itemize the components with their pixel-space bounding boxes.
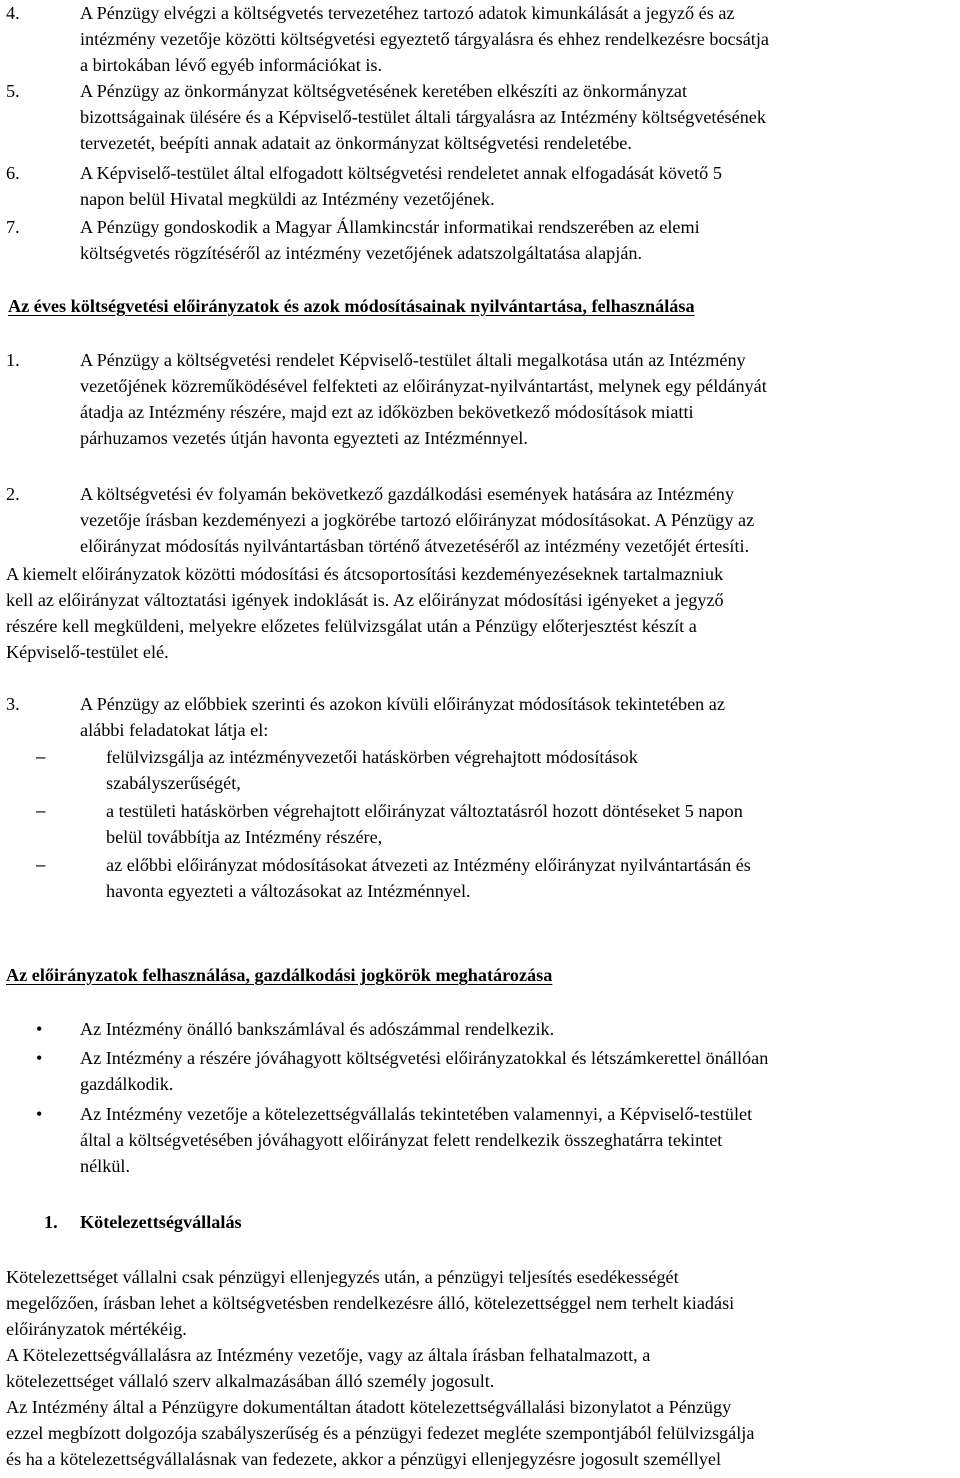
list-item-7 (0, 214, 700, 266)
list-item-6 (0, 160, 722, 212)
text-line: belül továbbítja az Intézmény részére, (106, 827, 383, 847)
paragraph-bizonylat-felulvizsgalat (0, 1394, 754, 1472)
text-line: tervezetét, beépíti annak adatait az önkormányzat költségvetési rendeletébe. (80, 133, 632, 153)
list-item-5 (0, 78, 766, 156)
text-line: A Pénzügy elvégzi a költségvetés tervezetéhez tartozó adatok kimunkálását a jegyző és az (80, 3, 735, 23)
text-line: ezzel megbízott dolgozója szabályszerűség és a pénzügyi fedezet megléte szempontjából felülvizsgálja (6, 1423, 755, 1443)
text-line: Képviselő-testület elé. (6, 642, 169, 662)
eloiranyzat-item-2 (0, 481, 754, 559)
item-number: 3. (6, 694, 20, 714)
text-line: vezetőjének közreműködésével felfekteti az előirányzat-nyilvántartást, melynek egy példányát (80, 376, 767, 396)
text-line: Az Intézmény önálló bankszámlával és adószámmal rendelkezik. (80, 1019, 555, 1039)
eloiranyzat-item-1 (0, 347, 767, 451)
text-line: Az Intézmény által a Pénzügyre dokumentáltan átadott kötelezettségvállalási bizonylatot a Pénzügy (6, 1397, 732, 1417)
text-line: A Pénzügy a költségvetési rendelet Képviselő-testület általi megalkotása után az Intézmény (80, 350, 746, 370)
dash-marker: – (36, 747, 46, 766)
paragraph-kotelezettsegvallalasra (0, 1342, 650, 1394)
section-heading-gazdalkodasi-jogkorok: Az előirányzatok felhasználása, gazdálkodási jogkörök meghatározása (6, 965, 553, 985)
text-line: átadja az Intézmény részére, majd ezt az időközben bekövetkező módosítások miatti (80, 402, 694, 422)
item-number: 1. (6, 350, 20, 370)
paragraph-kiemelt-eloiranyzatok (0, 561, 724, 665)
text-line: A Pénzügy gondoskodik a Magyar Államkincstár informatikai rendszerében az elemi (80, 217, 700, 237)
bullet-marker: • (36, 1104, 43, 1124)
text-line: A Képviselő-testület által elfogadott költségvetési rendeletet annak elfogadását követő 5 (80, 163, 722, 183)
text-line: vezetője írásban kezdeményezi a jogkörébe tartozó előirányzat módosításokat. A Pénzügy az (80, 510, 755, 530)
item-number: 4. (6, 3, 20, 23)
dash-list-item (0, 852, 751, 904)
text-line: a birtokában lévő egyéb információkat is. (80, 55, 383, 75)
text-line: Az Intézmény a részére jóváhagyott költségvetési előirányzatokkal és létszámkerettel önállóan (80, 1048, 769, 1068)
text-line: bizottságainak ülésére és a Képviselő-testület általi tárgyalásra az Intézmény költségvetésének (80, 107, 766, 127)
text-line: Az Intézmény vezetője a kötelezettségvállalás tekintetében valamennyi, a Képviselő-testület (80, 1104, 753, 1124)
bullet-list-item (0, 1045, 768, 1097)
text-line: A költségvetési év folyamán bekövetkező gazdálkodási események hatására az Intézmény (80, 484, 734, 504)
sub-heading-number: 1. (44, 1212, 58, 1232)
item-number: 5. (6, 81, 20, 101)
text-line: előirányzatok mértékéig. (6, 1319, 187, 1339)
eloiranyzat-item-3 (0, 691, 725, 743)
text-line: alábbi feladatokat látja el: (80, 720, 269, 740)
text-line: kell az előirányzat változtatási igények indoklását is. Az előirányzat módosítási igényeket a jegyző (6, 590, 724, 610)
text-line: szabályszerűségét, (106, 773, 241, 793)
text-line: megelőzően, írásban lehet a költségvetésben rendelkezésre álló, kötelezettséggel nem terhelt kiadási (6, 1293, 735, 1313)
text-line: részére kell megküldeni, melyekre előzetes felülvizsgálat után a Pénzügy előterjesztést készít a (6, 616, 697, 636)
sub-heading-text: Kötelezettségvállalás (80, 1212, 242, 1232)
bullet-list-item (0, 1016, 554, 1042)
text-line: A Pénzügy az önkormányzat költségvetésének keretében elkészíti az önkormányzat (80, 81, 688, 101)
text-line: A Kötelezettségvállalásra az Intézmény vezetője, vagy az általa írásban felhatalmazott, a (6, 1345, 651, 1365)
text-line: Kötelezettséget vállalni csak pénzügyi ellenjegyzés után, a pénzügyi teljesítés esedékességét (6, 1267, 679, 1287)
text-line: a testületi hatáskörben végrehajtott előirányzat változtatásról hozott döntéseket 5 napon (106, 801, 743, 821)
dash-list-item (0, 798, 743, 850)
text-line: A Pénzügy az előbbiek szerinti és azokon kívüli előirányzat módosítások tekintetében az (80, 694, 725, 714)
text-line: A kiemelt előirányzatok közötti módosítási és átcsoportosítási kezdeményezéseknek tartalmazniuk (6, 564, 724, 584)
text-line: előirányzat módosítás nyilvántartásban történő átvezetéséről az intézmény vezetőjét értesíti. (80, 536, 750, 556)
paragraph-kotelezettseget-vallalni (0, 1264, 734, 1342)
item-number: 7. (6, 217, 20, 237)
dash-marker: – (36, 801, 46, 820)
dash-marker: – (36, 855, 46, 874)
text-line: az előbbi előirányzat módosításokat átvezeti az Intézmény előirányzat nyilvántartásán és (106, 855, 751, 875)
text-line: költségvetés rögzítéséről az intézmény vezetőjének adatszolgáltatása alapján. (80, 243, 643, 263)
text-line: intézmény vezetője közötti költségvetési egyeztető tárgyalásra és ehhez rendelkezésre bocsátja (80, 29, 769, 49)
text-line: napon belül Hivatal megküldi az Intézmény vezetőjének. (80, 189, 495, 209)
bullet-list-item (0, 1101, 752, 1179)
text-line: nélkül. (80, 1156, 131, 1176)
text-line: havonta egyezteti a változásokat az Intézménnyel. (106, 881, 471, 901)
bullet-marker: • (36, 1048, 43, 1068)
text-line: és ha a kötelezettségvállalásnak van fedezete, akkor a pénzügyi ellenjegyzésre jogosult személlyel (6, 1449, 722, 1469)
text-line: által a költségvetésében jóváhagyott előirányzat felett rendelkezik összeghatárra tekintet (80, 1130, 723, 1150)
list-item-4 (0, 0, 769, 78)
item-number: 2. (6, 484, 20, 504)
text-line: felülvizsgálja az intézményvezetői hatáskörben végrehajtott módosítások (106, 747, 638, 767)
sub-heading-kotelezettsegvallalas (0, 1209, 242, 1235)
text-line: gazdálkodik. (80, 1074, 174, 1094)
text-line: párhuzamos vezetés útján havonta egyezteti az Intézménnyel. (80, 428, 528, 448)
item-number: 6. (6, 163, 20, 183)
text-line: kötelezettséget vállaló szerv alkalmazásában álló személy jogosult. (6, 1371, 495, 1391)
bullet-marker: • (36, 1019, 43, 1039)
dash-list-item (0, 744, 638, 796)
section-heading-eloiranyzatok-nyilvantartasa: Az éves költségvetési előirányzatok és azok módosításainak nyilvántartása, felhasználása (8, 296, 695, 316)
